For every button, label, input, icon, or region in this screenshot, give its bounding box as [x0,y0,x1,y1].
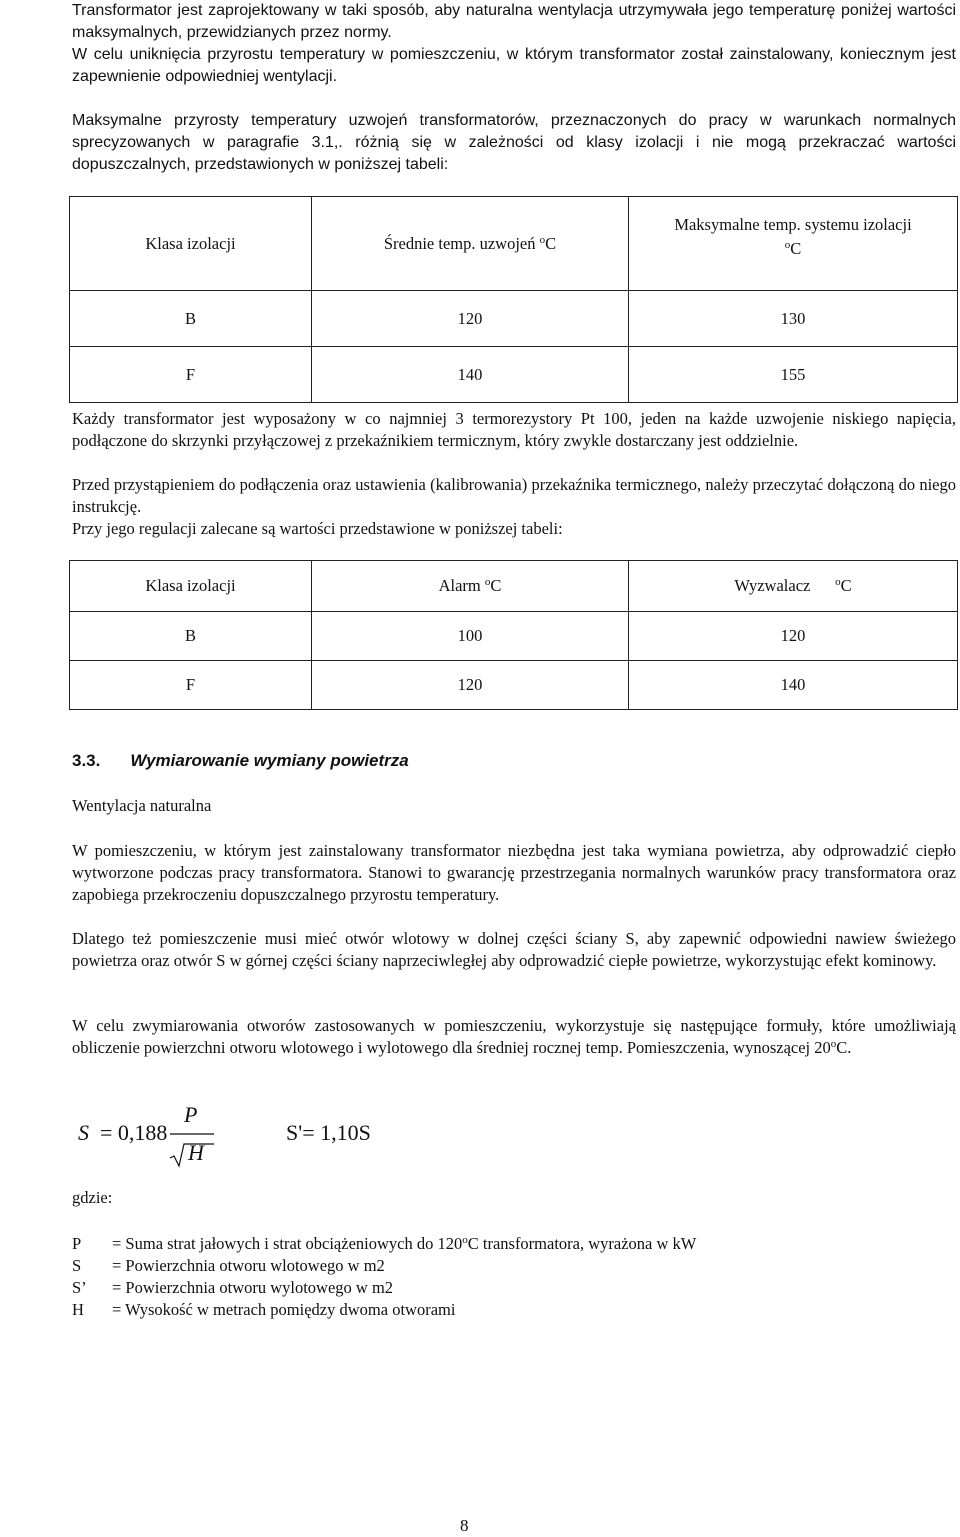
formula-intro-paragraph: W celu zwymiarowania otworów zastosowanych w pomieszczeniu, wykorzystuje się następujące formuły, które umożliwiają obliczenie powierzchni otworu wlotowego i wylotowego dla średniej rocznej temp. Pomieszczenia, wynoszącej 20$^o$C. [72,1016,956,1057]
table-header: Wyzwalacz $^o$C [629,561,958,612]
table-row [70,291,958,347]
table-cell: 155 [629,347,958,403]
page-number: 8 [460,1516,469,1535]
table-cell: 120 [629,612,958,661]
formula-outlet-area: S'= 1,10S [286,1120,371,1145]
table-cell: F [70,347,312,403]
table-header: Średnie temp. uzwojeń $^o$C [312,197,629,291]
intro-paragraph-1: Transformator jest zaprojektowany w taki sposób, aby naturalna wentylacja utrzymywała jego temperaturę poniżej wartości maksymalnych, przewidzianych przez normy. W celu uniknięcia przyrostu temperatury w pomieszczeniu, w którym transformator został zainstalowany, koniecznym jest zapewnienie odpowiedniej wentylacji. [72,2,956,85]
list-item: S’ = Powierzchnia otworu wylotowego w m2 [72,1278,394,1297]
table-row [70,661,958,710]
table-header-row [70,197,958,291]
list-item: H = Wysokość w metrach pomiędzy dwoma otworami [72,1300,456,1319]
table-cell: 120 [312,291,629,347]
table-row [70,612,958,661]
formula-inlet-area: S = 0,188 P H [72,1110,272,1170]
relay-settings-table [69,560,958,710]
variable-legend [72,1233,696,1321]
list-item: S = Powierzchnia otworu wlotowego w m2 [72,1256,385,1275]
table-cell: F [70,661,312,710]
table-cell: 120 [312,661,629,710]
section-number: 3.3. [72,751,101,770]
intro-paragraph-2: Maksymalne przyrosty temperatury uzwojeń transformatorów, przeznaczonych do pracy w warunkach normalnych sprecyzowanych w paragrafie 3.1,. różnią się w zależności od klasy izolacji i nie mogą przekraczać wartości dopuszczalnych, przedstawionych w poniższej tabeli: [72,112,956,173]
table-cell: 140 [312,347,629,403]
table-header: Klasa izolacji [70,197,312,291]
regulation-paragraph: Przy jego regulacji zalecane są wartości przedstawione w poniższej tabeli: [72,519,563,538]
table-cell: 130 [629,291,958,347]
table-row [70,347,958,403]
openings-paragraph: Dlatego też pomieszczenie musi mieć otwór wlotowy w dolnej części ściany S, aby zapewnić odpowiedni nawiew świeżego powietrza oraz otwór S w górnej części ściany naprzeciwległej aby odprowadzić ciepłe powietrze, wykorzystując efekt kominowy. [72,929,956,970]
calibration-paragraph: Przed przystąpieniem do podłączenia oraz ustawienia (kalibrowania) przekaźnika termicznego, należy przeczytać dołączoną do niego instrukcję. [72,475,956,516]
table-cell: 140 [629,661,958,710]
table-cell: B [70,291,312,347]
table-header: Klasa izolacji [70,561,312,612]
table-cell: 100 [312,612,629,661]
table-header-row [70,561,958,612]
table-cell: B [70,612,312,661]
thermistor-paragraph: Każdy transformator jest wyposażony w co najmniej 3 termorezystory Pt 100, jeden na każde uzwojenie niskiego napięcia, podłączone do skrzynki przyłączowej z przekaźnikiem termicznym, który zwykle dostarczany jest oddzielnie. [72,409,956,450]
table-header: Alarm $^o$C [312,561,629,612]
section-title: Wymiarowanie wymiany powietrza [130,751,409,770]
where-label: gdzie: [72,1188,113,1207]
subsection-title: Wentylacja naturalna [72,796,212,815]
temperature-limits-table [69,196,958,403]
list-item: P = Suma strat jałowych i strat obciążeniowych do 120$^o$C transformatora, wyrażona w kW [72,1234,697,1253]
section-heading [72,750,409,772]
table-header: Maksymalne temp. systemu izolacji $^o$C [629,197,958,291]
ventilation-paragraph: W pomieszczeniu, w którym jest zainstalowany transformator niezbędna jest taka wymiana powietrza, aby odprowadzić ciepło wytworzone podczas pracy transformatora. Stanowi to gwarancję przestrzegania normalnych warunków pracy transformatora oraz zapobiega przekroczeniu dopuszczalnego przyrostu temperatury. [72,841,956,904]
